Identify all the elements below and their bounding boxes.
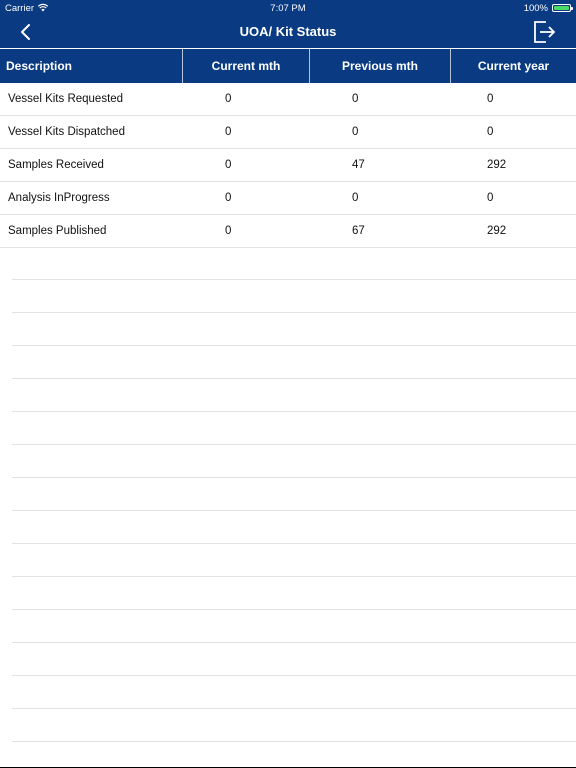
empty-row-separator	[12, 609, 576, 610]
row-current-month: 0	[225, 159, 232, 171]
row-previous-month: 0	[352, 192, 359, 204]
header-description: Description	[6, 59, 73, 73]
empty-row-separator	[12, 708, 576, 709]
row-current-month: 0	[225, 93, 232, 105]
carrier-label: Carrier	[5, 3, 35, 14]
row-previous-month: 47	[352, 159, 365, 171]
row-previous-month: 67	[352, 225, 365, 237]
row-description: Samples Received	[8, 159, 104, 171]
table-row[interactable]	[0, 149, 576, 182]
row-current-month: 0	[225, 126, 232, 138]
row-current-month: 0	[225, 225, 232, 237]
row-current-year: 292	[487, 225, 507, 237]
empty-row-separator	[12, 675, 576, 676]
empty-row-separator	[12, 378, 576, 379]
empty-row-separator	[12, 312, 576, 313]
row-current-month: 0	[225, 192, 232, 204]
empty-row-separator	[12, 543, 576, 544]
navigation-bar	[0, 16, 576, 48]
row-previous-month: 0	[352, 93, 359, 105]
empty-row-separator	[12, 279, 576, 280]
page-title: UOA/ Kit Status	[239, 24, 337, 39]
empty-row-separator	[12, 345, 576, 346]
empty-row-separator	[12, 411, 576, 412]
table-row[interactable]	[0, 116, 576, 149]
row-description: Vessel Kits Dispatched	[8, 126, 125, 138]
row-current-year: 0	[487, 93, 494, 105]
header-current-month: Current mth	[182, 49, 309, 83]
table-header	[0, 49, 576, 83]
empty-row-separator	[12, 642, 576, 643]
row-previous-month: 0	[352, 126, 359, 138]
empty-row-separator	[12, 741, 576, 742]
row-current-year: 292	[487, 159, 507, 171]
empty-row-separator	[12, 510, 576, 511]
table-body	[0, 83, 576, 248]
status-bar	[0, 0, 576, 16]
empty-row-separator	[12, 477, 576, 478]
row-description: Vessel Kits Requested	[8, 93, 124, 105]
battery-icon	[552, 4, 571, 12]
row-description: Samples Published	[8, 225, 107, 237]
empty-row-separator	[12, 444, 576, 445]
table-row[interactable]	[0, 215, 576, 248]
table-row[interactable]	[0, 83, 576, 116]
row-current-year: 0	[487, 126, 494, 138]
clock: 7:07 PM	[270, 3, 306, 14]
empty-row-separator	[12, 576, 576, 577]
header-current-year: Current year	[450, 49, 576, 83]
row-current-year: 0	[487, 192, 494, 204]
header-previous-month: Previous mth	[309, 49, 450, 83]
logout-icon[interactable]	[532, 19, 556, 45]
table-row[interactable]	[0, 182, 576, 215]
battery-percent: 100%	[523, 3, 548, 14]
row-description: Analysis InProgress	[8, 192, 110, 204]
